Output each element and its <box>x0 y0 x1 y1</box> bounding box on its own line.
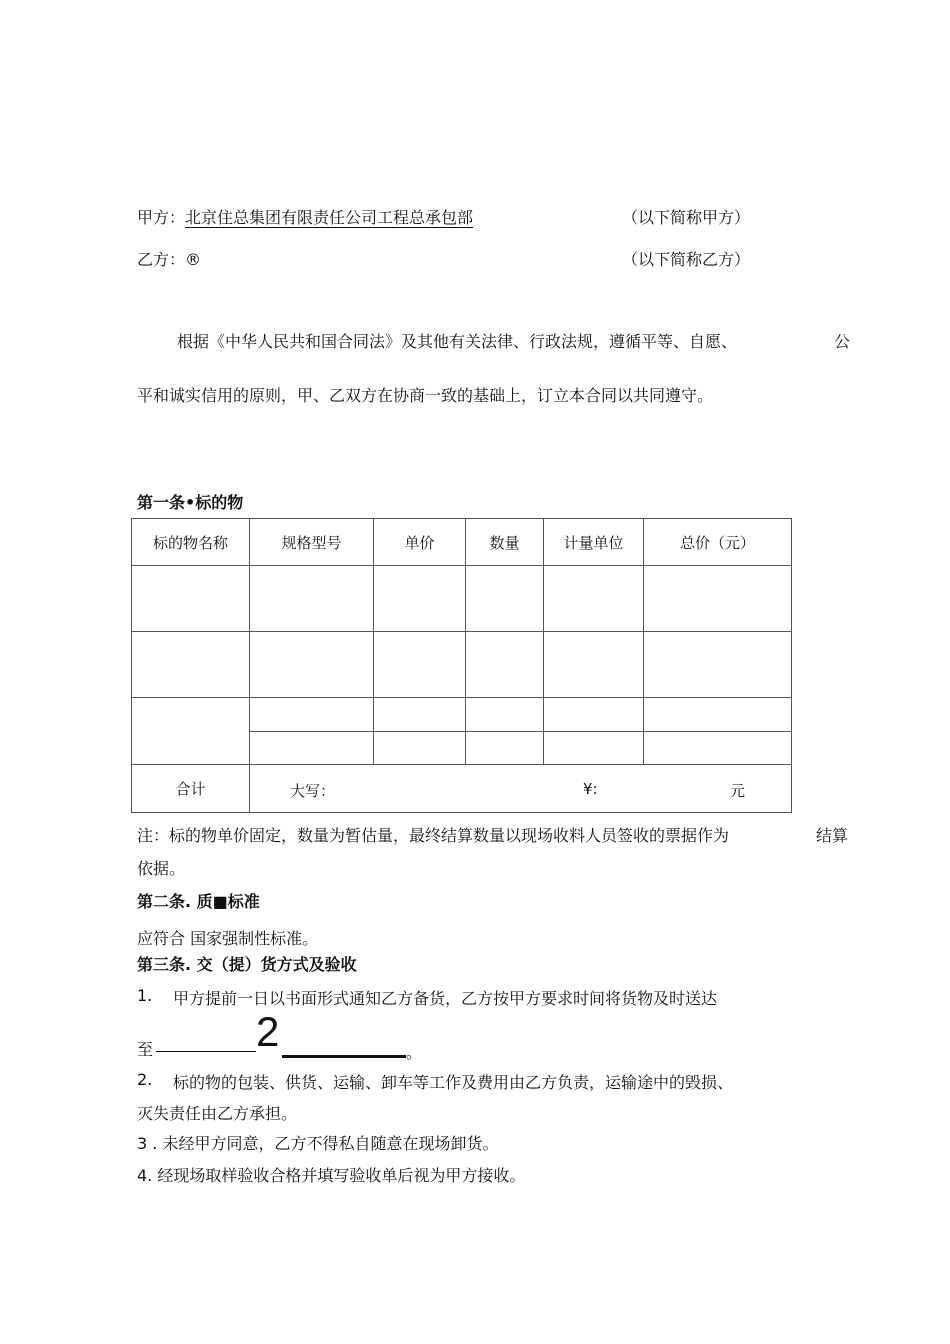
article-3-item-2-number: 2. <box>137 1070 153 1089</box>
article-3-item-3: 3 . 未经甲方同意，乙方不得私自随意在现场卸货。 <box>137 1134 499 1153</box>
table-header-cell: 规格型号 <box>250 519 374 566</box>
table-cell <box>644 698 792 732</box>
party-a-line <box>137 205 473 228</box>
article-1-heading: 第一条•标的物 <box>137 493 244 512</box>
table-cell <box>374 698 466 732</box>
yen-label: ¥: <box>583 780 598 798</box>
party-a-name: 北京住总集团有限责任公司工程总承包部 <box>185 208 474 227</box>
table-cell <box>132 632 250 698</box>
article-3-heading: 第三条. 交（提）货方式及验收 <box>137 955 357 974</box>
fill-value: 2 <box>256 1008 280 1055</box>
table-cell <box>644 632 792 698</box>
table-header-cell: 总价（元） <box>644 519 792 566</box>
table-cell <box>644 566 792 632</box>
table-cell <box>374 566 466 632</box>
article-3-item-1-number: 1. <box>137 986 153 1005</box>
fill-blank-thick-line <box>282 1055 406 1058</box>
table-cell <box>644 732 792 765</box>
fill-blank-line <box>156 1051 256 1052</box>
table-cell <box>250 632 374 698</box>
table-row <box>132 698 792 732</box>
table-cell <box>132 698 250 765</box>
table-header-cell: 计量单位 <box>544 519 644 566</box>
table-header-cell: 单价 <box>374 519 466 566</box>
table-cell <box>466 698 544 732</box>
table-total-row <box>132 765 792 813</box>
preamble-line-1: 根据《中华人民共和国合同法》及其他有关法律、行政法规，遵循平等、自愿、 <box>177 332 738 351</box>
table-cell <box>250 698 374 732</box>
total-amount-cell <box>250 765 792 813</box>
yuan-label: 元 <box>730 782 746 800</box>
table-cell <box>544 632 644 698</box>
table-cell <box>374 732 466 765</box>
article-1-note-line-1: 注：标的物单价固定，数量为暂估量，最终结算数量以现场收料人员签收的票据作为 <box>137 826 730 845</box>
article-3-item-1-text: 甲方提前一日以书面形式通知乙方备货，乙方按甲方要求时间将货物及时送达 <box>173 989 718 1008</box>
table-row <box>132 632 792 698</box>
party-b-note: （以下简称乙方） <box>622 250 751 269</box>
table-header-row <box>132 519 792 566</box>
table-cell <box>466 566 544 632</box>
table-cell <box>544 732 644 765</box>
goods-table <box>131 518 792 813</box>
table-cell <box>132 566 250 632</box>
preamble-line-1-end: 公 <box>834 332 851 351</box>
article-3-item-2-cont: 灭失责任由乙方承担。 <box>137 1104 298 1123</box>
article-2-body: 应符合 国家强制性标准。 <box>137 929 319 948</box>
article-3-item-4: 4. 经现场取样验收合格并填写验收单后视为甲方接收。 <box>137 1166 526 1185</box>
article-3-item-2-text: 标的物的包装、供货、运输、卸车等工作及费用由乙方负责，运输途中的毁损、 <box>173 1073 734 1092</box>
preamble-line-2: 平和诚实信用的原则，甲、乙双方在协商一致的基础上，订立本合同以共同遵守。 <box>137 386 714 405</box>
table-cell <box>544 566 644 632</box>
article-3-item-1-end: 。 <box>406 1043 423 1062</box>
daxie-label: 大写： <box>290 782 336 800</box>
table-cell <box>544 698 644 732</box>
party-b-label: 乙方：® <box>137 250 202 269</box>
table-cell <box>250 732 374 765</box>
article-3-item-1-to: 至 <box>137 1040 154 1059</box>
party-a-note: （以下简称甲方） <box>622 208 751 227</box>
table-header-cell: 标的物名称 <box>132 519 250 566</box>
table-cell <box>466 732 544 765</box>
party-a-label: 甲方： <box>137 208 186 227</box>
table-cell <box>250 566 374 632</box>
article-1-note-line-1-end: 结算 <box>816 826 849 845</box>
table-header-cell: 数量 <box>466 519 544 566</box>
article-1-note-line-2: 依据。 <box>137 859 186 878</box>
table-cell <box>374 632 466 698</box>
table-row <box>132 566 792 632</box>
total-label: 合计 <box>132 765 250 813</box>
table-cell <box>466 632 544 698</box>
article-2-heading: 第二条. 质■标准 <box>137 892 260 911</box>
